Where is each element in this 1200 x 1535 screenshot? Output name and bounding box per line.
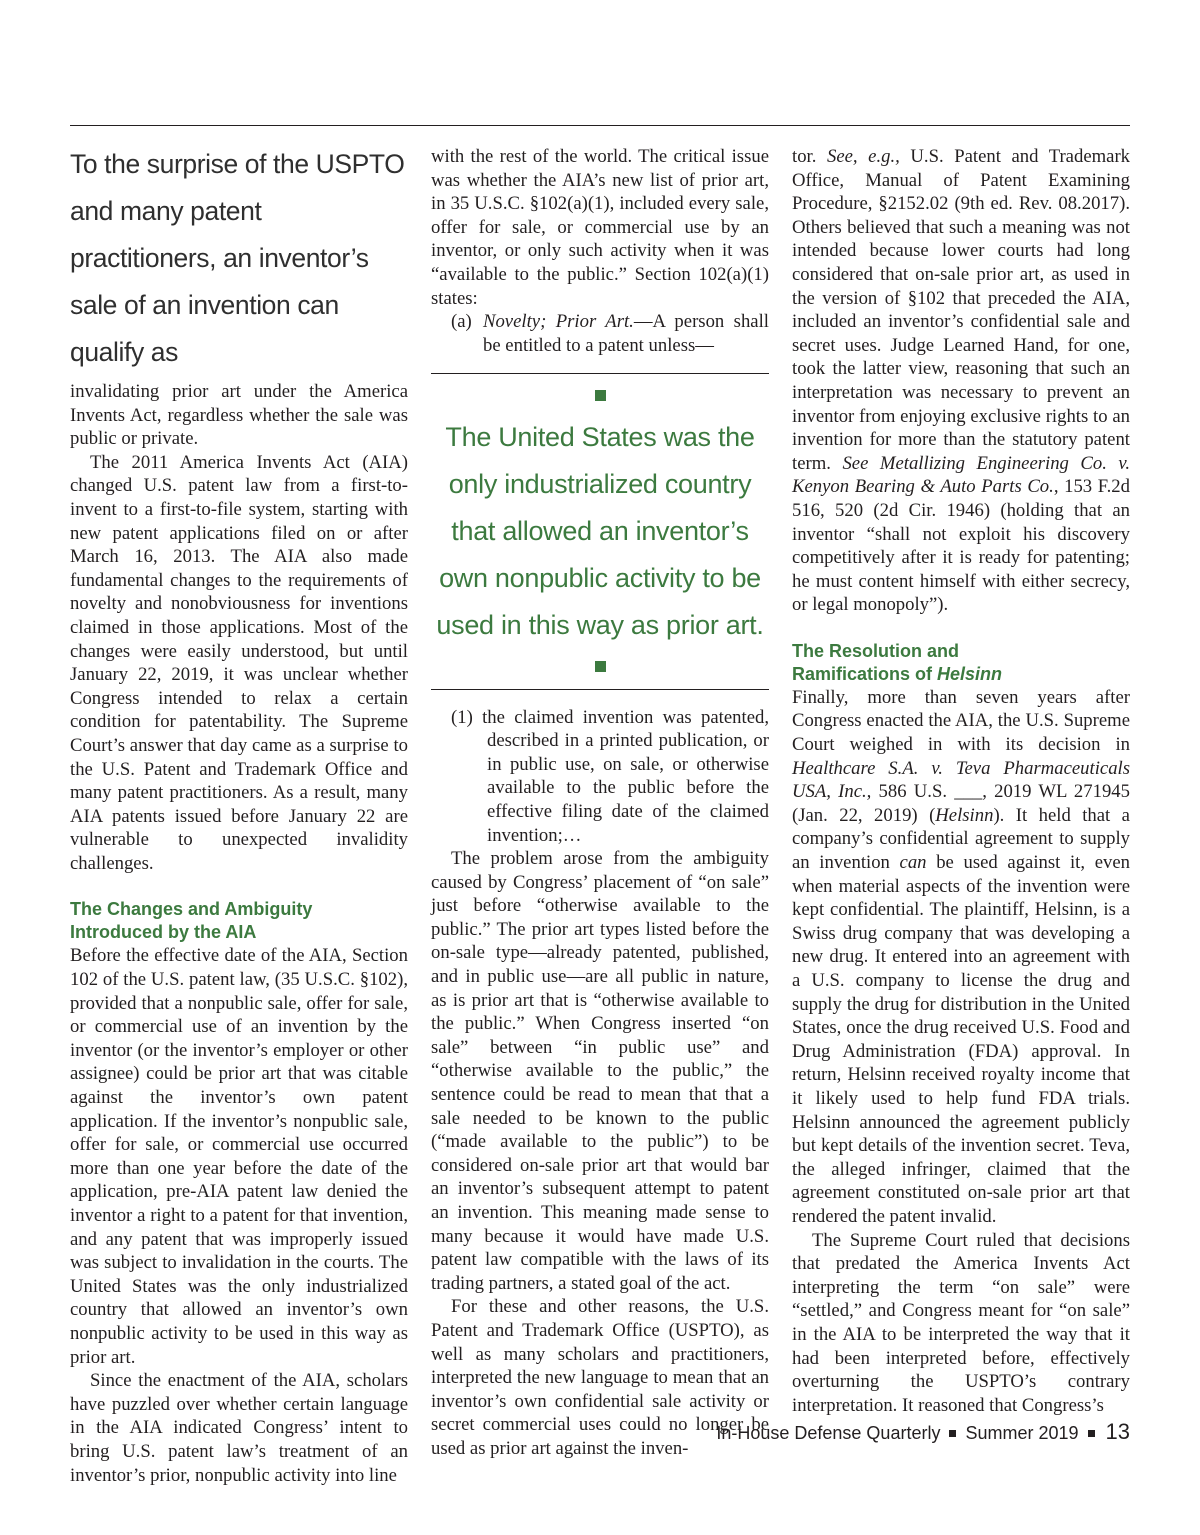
callout-text: The United States was the only industrialized country that allowed an inventor’s own nonpublic activity to be used in this way as prior art. [436, 421, 764, 640]
case-name: Healthcare S.A. v. Teva Pharmaceuticals USA, Inc., [792, 757, 1130, 803]
paragraph: For these and other reasons, the U.S. Patent and Trademark Office (USPTO), as well as many scholars and practitioners, interpreted the new language to mean that an inventor’s own confidential sale activity or secret commercial uses could no longer be used as prior art against the inven- [431, 1296, 769, 1459]
heading-line: The Changes and Ambiguity [70, 899, 313, 920]
section-heading-resolution [792, 640, 1130, 686]
publication-name: In-House Defense Quarterly [716, 1423, 941, 1443]
column-3 [792, 145, 1130, 1417]
pull-quote-callout [431, 373, 769, 689]
issue-date: Summer 2019 [965, 1423, 1079, 1443]
green-square-icon [595, 390, 606, 401]
citation-signal: See, e.g., [826, 146, 900, 167]
heading-line: Introduced by the AIA [70, 922, 257, 943]
text-run: be used against it, even when material aspects of the invention were kept confidential. The plaintiff, Helsinn, is a Swiss drug company that was developing a new drug. It entered into an agreement with a U.S. company to license the drug and supply the drug for distribution in the United States, once the drug received U.S. Food and Drug Administration (FDA) approval. In return, Helsinn received royalty income that it likely used to help fund FDA trials. Helsinn announced the agreement publicly but kept details of the invention secret. Teva, the alleged infringer, claimed that the agreement constituted on-sale prior art that rendered the patent invalid. [792, 852, 1130, 1227]
page-number: 13 [1105, 1419, 1130, 1444]
case-short-name: Helsinn [935, 804, 994, 826]
paragraph: with the rest of the world. The critical issue was whether the AIA’s new list of prior art, in 35 U.S.C. §102(a)(1), included every sale, offer for sale, or commercial use by an inventor, or only such activity when it was “available to the public.” Section 102(a)(1) states: [431, 146, 769, 309]
statute-label: (a) [451, 311, 472, 333]
emphasis: can [899, 852, 927, 874]
square-bullet-icon [1088, 1430, 1095, 1437]
text-run: ). It held that a company’s confidential agreement to supply an invention [792, 804, 1130, 874]
text-run: tor. [792, 146, 827, 167]
column-1 [70, 145, 408, 1487]
square-bullet-icon [949, 1430, 956, 1437]
top-rule [70, 125, 1130, 126]
paragraph: The Supreme Court ruled that decisions that predated the America Invents Act interpreting the term “on sale” were “settled,” and Congress meant for “on sale” in the AIA to be interpreted the way that it had been interpreted before, effectively overturning the USPTO’s contrary interpretation. It reasoned that Congress’s [792, 1229, 1130, 1416]
column-2 [431, 145, 769, 1461]
section-heading-changes [70, 898, 408, 944]
paragraph: The problem arose from the ambiguity caused by Congress’ placement of “on sale” just before “otherwise available to the public.” The prior art types listed before the on-sale type—already patented, published, and in public use—are all public in nature, as is prior art that is “otherwise available to the public.” When Congress inserted “on sale” between “in public use” and “otherwise available to the public,” the sentence could be read to mean that that a sale needed to be known to the public (“made available to the public”) to be considered on-sale prior art that would bar an inventor’s subsequent attempt to patent an invention. This meaning made sense to many because it would have made U.S. patent law compatible with the laws of its trading partners, a stated goal of the act. [431, 848, 769, 1294]
paragraph [792, 145, 1130, 617]
paragraph: Since the enactment of the AIA, scholars have puzzled over whether certain language in the AIA indicated Congress’ intent to bring U.S. patent law’s treatment of an inventor’s prior, nonpublic activity into line [70, 1370, 408, 1486]
heading-case-name: Helsinn [937, 663, 1003, 684]
statute-subsection-1: (1) the claimed invention was patented, described in a printed publication, or in public use, on sale, or otherwise available to the public before the effective filing date of the claimed invention;… [451, 706, 769, 846]
pull-quote-top: To the surprise of the USPTO and many patent practitioners, an inventor’s sale of an invention can qualify as [70, 149, 405, 367]
text-run: Finally, more than seven years after Congress enacted the AIA, the U.S. Supreme Court weighed in with its decision in [792, 686, 1130, 756]
heading-line: Ramifications of [792, 663, 938, 684]
statute-text: —A person shall be entitled to a patent unless— [483, 311, 769, 356]
paragraph: Before the effective date of the AIA, Section 102 of the U.S. patent law, (35 U.S.C. §102), provided that a nonpublic sale, offer for sale, or commercial use of an invention by the inventor (or the inventor’s employer or other assignee) could be prior art that was citable against the inventor’s own patent application. If the inventor’s nonpublic sale, offer for sale, or commercial use occurred more than one year before the date of the application, pre-AIA patent law denied the inventor a right to a patent for that invention, and any patent that was improperly issued was subject to invalidation in the courts. The United States was the only industrialized country that allowed an inventor’s own nonpublic activity to be used in this way as prior art. [70, 945, 408, 1368]
statute-subsection-a [431, 310, 769, 357]
paragraph: invalidating prior art under the America Invents Act, regardless whether the sale was public or private. [70, 381, 408, 450]
green-square-icon [595, 661, 606, 672]
text-run: U.S. Patent and Trademark Office, Manual of Patent Examining Procedure, §2152.02 (9th ed. Rev. 08.2017). Others believed that such a meaning was not intended because lower courts had long considered that on-sale prior art, as used in the version of §102 that preceded the AIA, included an inventor’s confidential sale and secret uses. Judge Learned Hand, for one, took the latter view, reasoning that such an interpretation was necessary to prevent an inventor from enjoying exclusive rights to an invention for more than the statutory patent term. [792, 146, 1131, 474]
paragraph: The 2011 America Invents Act (AIA) changed U.S. patent law from a first-to-invent to a first-to-file system, starting with new patent applications filed on or after March 16, 2013. The AIA also made fundamental changes to the requirements of novelty and nonobviousness for inventions claimed in those applications. Most of the changes were easily understood, but until January 22, 2019, it was unclear whether Congress intended to relax a certain condition for patentability. The Supreme Court’s answer that day came as a surprise to the U.S. Patent and Trademark Office and many patent practitioners. As a result, many AIA patents issued before January 22 are vulnerable to unexpected invalidity challenges. [70, 451, 408, 874]
heading-line: The Resolution and [792, 640, 960, 661]
statute-title: Novelty; Prior Art. [483, 311, 634, 333]
case-name: See Metallizing Engineering Co. v. Kenyon Bearing & Auto Parts Co. [792, 452, 1130, 498]
paragraph [792, 686, 1130, 1229]
text-run: , 153 F.2d 516, 520 (2d Cir. 1946) (holding that an inventor “shall not exploit his discovery competitively after it is ready for patenting; he must content himself with either secrecy, or legal monopoly”). [792, 476, 1130, 616]
page-footer [716, 1419, 1130, 1446]
text-run: 586 U.S. ___, 2019 WL 271945 (Jan. 22, 2019) ( [792, 781, 1130, 826]
